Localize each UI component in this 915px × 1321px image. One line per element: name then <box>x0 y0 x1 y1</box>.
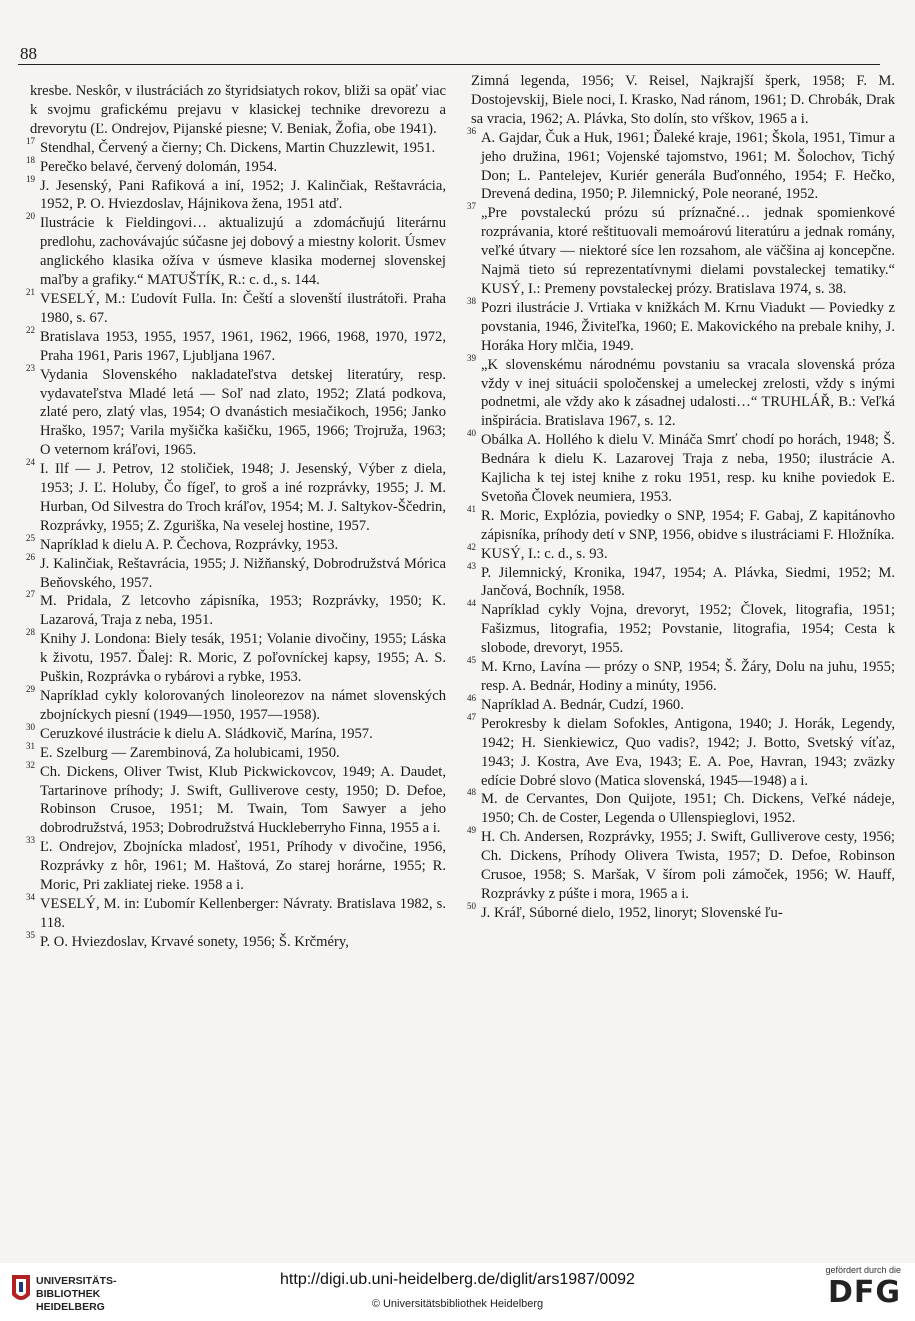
footnote-text: Knihy J. Londona: Biely tesák, 1951; Volanie divočiny, 1955; Láska k životu, 1957. Ďalej: R. Moric, Z poľovníckej kapsy, 1955; A. S. Puškin, Rozprávka o rybárovi a rybke, 1953. <box>40 631 446 686</box>
right-footnotes <box>467 125 895 923</box>
footnote-text: M. Krno, Lavína — prózy o SNP, 1954; Š. Žáry, Dolu na juhu, 1955; resp. A. Bednár, Hodiny a minúty, 1956. <box>481 659 895 694</box>
left-intro-text: kresbe. Neskôr, v ilustráciách zo štyridsiatych rokov, bliži sa opäť viac k svojmu grafickému prejavu v klasickej technike drevorezu a drevorytu (Ľ. Ondrejov, Pijanské piesne; V. Beniak, Žofia, obe 1941). <box>30 83 446 137</box>
footnote <box>467 692 895 715</box>
footnote-text: I. Ilf — J. Petrov, 12 stoličiek, 1948; J. Jesenský, Výber z diela, 1953; J. Ľ. Holuby, Čo fígeľ, to groš a iné rozprávky, 1955; J. M. Hurban, Od Silvestra do Troch kráľov, 1954; M. J. Saltykov-Ščedrin, Rozprávky, 1955; Z. Zguriška, Na veselej hostine, 1957. <box>40 461 446 534</box>
footnote-text: P. O. Hviezdoslav, Krvavé sonety, 1956; Š. Krčméry, <box>40 933 349 950</box>
footnote <box>467 825 895 904</box>
footnote <box>26 929 446 952</box>
footnote <box>467 125 895 205</box>
footnote-number: 27 <box>26 589 35 600</box>
footnote <box>467 352 895 432</box>
footnote <box>26 532 446 555</box>
footnote-number: 33 <box>26 835 35 846</box>
copyright-text: © Universitätsbibliothek Heidelberg <box>371 1298 544 1310</box>
footnote-number: 35 <box>26 929 35 940</box>
footnote <box>26 891 446 933</box>
library-line-1: UNIVERSITÄTS- <box>36 1275 117 1287</box>
library-line-3: HEIDELBERG <box>36 1301 105 1313</box>
footnote-text: KUSÝ, I.: c. d., s. 93. <box>481 545 608 562</box>
footnote <box>467 711 895 791</box>
footnote-number: 28 <box>26 627 35 638</box>
footnote <box>26 362 446 461</box>
footnote-text: J. Kalinčiak, Reštavrácia, 1955; J. Nižňanský, Dobrodružstvá Mórica Beňovského, 1957. <box>40 555 446 591</box>
footnote-number: 38 <box>467 295 476 306</box>
footnote <box>26 740 446 763</box>
footnote-number: 17 <box>26 135 35 146</box>
footnote-number: 24 <box>26 457 35 468</box>
footnote-text: Obálka A. Hollého k dielu V. Mináča Smrť chodí po horách, 1948; Š. Bednára k dielu K. Lazarovej Traja z neba, 1950; ilustrácie A. Kajlicha k tej istej knihe z roku 1951, resp. ku knihe poviedok E. Svetoňa Človek neumiera, 1953. <box>481 432 895 505</box>
footer-bar <box>0 1263 915 1321</box>
footnote-number: 37 <box>467 201 476 212</box>
footnote <box>26 154 446 177</box>
footnote-number: 30 <box>26 721 35 732</box>
footnote-text: P. Jilemnický, Kronika, 1947, 1954; A. Plávka, Siedmi, 1952; M. Jančová, Bochník, 1958. <box>481 564 895 600</box>
footnote-number: 43 <box>467 560 476 571</box>
footnote-text: Vydania Slovenského nakladateľstva detskej literatúry, resp. vydavateľstva Mladé letá — Soľ nad zlato, 1952; Zlatá podkova, zlaté pero, zlatý vlas, 1954; O dvanástich mesiačikoch, 1956; Janko Hraško, 1957; Varila myšička kašičku, 1965, 1966; Trojruža, 1963; O veternom kráľovi, 1965. <box>40 366 446 459</box>
footnote-number: 36 <box>467 125 476 136</box>
footnote-number: 34 <box>26 891 35 902</box>
left-column <box>26 82 446 952</box>
source-url-link[interactable]: http://digi.ub.uni-heidelberg.de/diglit/ars1987/0092 <box>280 1271 635 1288</box>
page-number: 88 <box>20 44 37 63</box>
footnote-text: R. Moric, Explózia, poviedky o SNP, 1954; F. Gabaj, Z kapitánovho zápisníka, príhody detí v SNP, 1956, obidve s ilustráciami F. Hložníka. <box>481 507 895 543</box>
footnote-text: „K slovenskému národnému povstaniu sa vracala slovenská próza vždy v inej situácii spoločenskej a umeleckej zrelosti, vždy s inými podnetmi, ale vždy ako k zásadnej udalosti…“ TRUHLÁŘ, B.: Veľká inšpirácia. Bratislava 1967, s. 12. <box>481 356 895 430</box>
right-column <box>467 72 895 923</box>
header-rule <box>18 64 880 65</box>
footnote-number: 50 <box>467 900 476 911</box>
footnote <box>467 541 895 564</box>
footnote-text: M. de Cervantes, Don Quijote, 1951; Ch. Dickens, Veľké nádeje, 1950; Ch. de Coster, Legenda o Ullenspieglovi, 1952. <box>481 791 895 827</box>
footnote <box>26 684 446 725</box>
footnote-number: 21 <box>26 286 35 297</box>
footnote-text: Perokresby k dielam Sofokles, Antigona, 1940; J. Horák, Legendy, 1942; H. Sienkiewicz, Quo vadis?, 1942; J. Botto, Svetský víťaz, 1943; J. Kostra, Ave Eva, 1943; E. A. Poe, Havran, 1943; zväzky edície Dobré slovo (Matica slovenská, 1945—1948) a i. <box>481 715 895 789</box>
footnote-text: J. Jesenský, Pani Rafiková a iní, 1952; J. Kalinčiak, Reštavrácia, 1952, P. O. Hviezdoslav, Hájnikova žena, 1951 atď. <box>40 177 446 213</box>
left-footnotes <box>26 135 446 952</box>
footnote <box>467 560 895 602</box>
footnote-number: 18 <box>26 154 35 165</box>
footnote-text: Napríklad cykly kolorovaných linoleorezov na námet slovenských zbojníckych piesní (1949—1950, 1957—1958). <box>40 688 446 723</box>
footnote-number: 40 <box>467 428 476 439</box>
footnote-number: 32 <box>26 759 35 770</box>
footnote-number: 26 <box>26 551 35 562</box>
footnote-number: 46 <box>467 692 476 703</box>
footnote-text: Ilustrácie k Fieldingovi… aktualizujú a zdomácňujú literárnu predlohu, zachovávajúc súčasne jej dobový a miestny kolorit. Úsmev anglického klasika ožíva v úsmeve klasika modernej slovenskej maľby a grafiky.“ MATUŠTÍK, R.: c. d., s. 144. <box>40 215 446 289</box>
footnote-text: A. Gajdar, Čuk a Huk, 1961; Ďaleké kraje, 1961; Škola, 1951, Timur a jeho družina, 1961; Vojenské tajomstvo, 1961; M. Šolochov, Tichý Don; L. Pantelejev, Kuriér generála Buďonného, 1954; F. Hečko, Drevená dedina, 1950; P. Jilemnický, Pole neorané, 1952. <box>481 129 895 203</box>
library-line-2: BIBLIOTHEK <box>36 1288 101 1300</box>
footnote-number: 44 <box>467 598 476 609</box>
footnote-text: Ch. Dickens, Oliver Twist, Klub Pickwickovcov, 1949; A. Daudet, Tartarinove príhody; J. Swift, Gulliverove cesty, 1950; D. Defoe, Robinson Crusoe, 1951; M. Twain, Tom Sawyer a jeho dobrodružstvá, 1953; Dobrodružstvá Huckleberryho Finna, 1955 a i. <box>40 763 446 837</box>
footnote <box>26 211 446 290</box>
footnote-text: Napríklad A. Bednár, Cudzí, 1960. <box>481 696 684 713</box>
footnote-number: 48 <box>467 787 476 798</box>
footnote-number: 19 <box>26 173 35 184</box>
footnote <box>467 428 895 507</box>
footnote-text: J. Kráľ, Súborné dielo, 1952, linoryt; Slovenské ľu- <box>481 904 783 921</box>
footnote-text: Ceruzkové ilustrácie k dielu A. Sládkovič, Marína, 1957. <box>40 725 373 742</box>
footnote <box>26 135 446 158</box>
footnote-text: Perečko belavé, červený dolomán, 1954. <box>40 158 278 175</box>
footnote-number: 39 <box>467 352 476 363</box>
footnote-text: Pozri ilustrácie J. Vrtiaka v knižkách M. Krnu Viadukt — Poviedky z povstania, 1946, Živiteľka, 1960; E. Makovického na prebale knihy, J. Horáka Hory mlčia, 1949. <box>481 299 895 354</box>
footnote <box>467 900 895 923</box>
footnote-text: E. Szelburg — Zarembinová, Za holubicami, 1950. <box>40 744 340 761</box>
footnote-number: 31 <box>26 740 35 751</box>
dfg-letters: DFG <box>827 1275 901 1310</box>
footnote <box>26 173 446 215</box>
footnote <box>467 787 895 828</box>
footnote <box>467 503 895 545</box>
footnote-number: 42 <box>467 541 476 552</box>
footnote-text: Ľ. Ondrejov, Zbojnícka mladosť, 1951, Príhody v divočine, 1956, Rozprávky z hôr, 1961; M. Haštová, Zo starej horárne, 1955; R. Moric, Pri zakliatej rieke. 1958 a i. <box>40 839 446 894</box>
footnote <box>26 589 446 630</box>
footnote <box>467 655 895 696</box>
footnote-text: Napríklad cykly Vojna, drevoryt, 1952; Človek, litografia, 1951; Fašizmus, litografia, 1952; Povstanie, litografia, 1954; Cesta k slobode, drevoryt, 1955. <box>481 602 895 657</box>
footnote-number: 22 <box>26 324 35 335</box>
footnote-text: Bratislava 1953, 1955, 1957, 1961, 1962, 1966, 1968, 1970, 1972, Praha 1961, Paris 1967, Ljubljana 1967. <box>40 328 446 364</box>
dfg-caption: gefördert durch die <box>825 1265 901 1275</box>
footnote-text: Stendhal, Červený a čierny; Ch. Dickens, Martin Chuzzlewit, 1951. <box>40 139 436 156</box>
footnote-text: M. Pridala, Z letcovho zápisníka, 1953; Rozprávky, 1950; K. Lazarová, Traja z neba, 1951. <box>40 593 446 629</box>
footnote <box>467 201 895 299</box>
footnote <box>26 759 446 839</box>
dfg-logo[interactable] <box>805 1265 901 1317</box>
footnote <box>26 457 446 536</box>
footnote <box>26 835 446 895</box>
footnote <box>467 598 895 658</box>
footnote-text: VESELÝ, M. in: Ľubomír Kellenberger: Návraty. Bratislava 1982, s. 118. <box>40 895 446 931</box>
footnote <box>467 295 895 356</box>
footnote-text: „Pre povstaleckú prózu sú príznačné… jednak spomienkové rozprávania, ktoré reštituovali memoárovú literatúru a jednak romány, veľké útvary — niektoré síce len rozsahom, ale väčšina aj koncepčne. Najmä tieto sú reprezentatívnymi dielami povstaleckej tematiky.“ KUSÝ, I.: Premeny povstaleckej prózy. Bratislava 1974, s. 38. <box>481 205 895 297</box>
footnote-number: 29 <box>26 684 35 694</box>
footnote-text: Napríklad k dielu A. P. Čechova, Rozprávky, 1953. <box>40 536 339 553</box>
footnote-text: H. Ch. Andersen, Rozprávky, 1955; J. Swift, Gulliverove cesty, 1956; Ch. Dickens, Príhody Olivera Twista, 1957; D. Defoe, Robinson Crusoe, 1958; S. Maršak, V šírom poli zámoček, 1956; W. Hauff, Rozprávky z púšte i mora, 1965 a i. <box>481 829 895 902</box>
footnote-number: 47 <box>467 711 476 722</box>
footnote-number: 20 <box>26 211 35 222</box>
footnote-text: VESELÝ, M.: Ľudovít Fulla. In: Čeští a slovenští ilustrátoři. Praha 1980, s. 67. <box>40 290 446 326</box>
footnote-number: 49 <box>467 825 476 836</box>
footnote <box>26 551 446 593</box>
footnote <box>26 324 446 366</box>
footnote-number: 23 <box>26 362 35 373</box>
footnote <box>26 627 446 687</box>
footnote <box>26 286 446 328</box>
right-intro-text: Zimná legenda, 1956; V. Reisel, Najkrajší šperk, 1958; F. M. Dostojevskij, Biele noci, I. Krasko, Nad ránom, 1961; D. Chrobák, Drak sa vracia, 1962; A. Plávka, Sto dolín, sto vŕškov, 1965 a i. <box>471 73 895 127</box>
footnote <box>26 721 446 744</box>
footnote-number: 45 <box>467 655 476 666</box>
footnote-number: 25 <box>26 532 35 543</box>
footnote-number: 41 <box>467 503 476 514</box>
